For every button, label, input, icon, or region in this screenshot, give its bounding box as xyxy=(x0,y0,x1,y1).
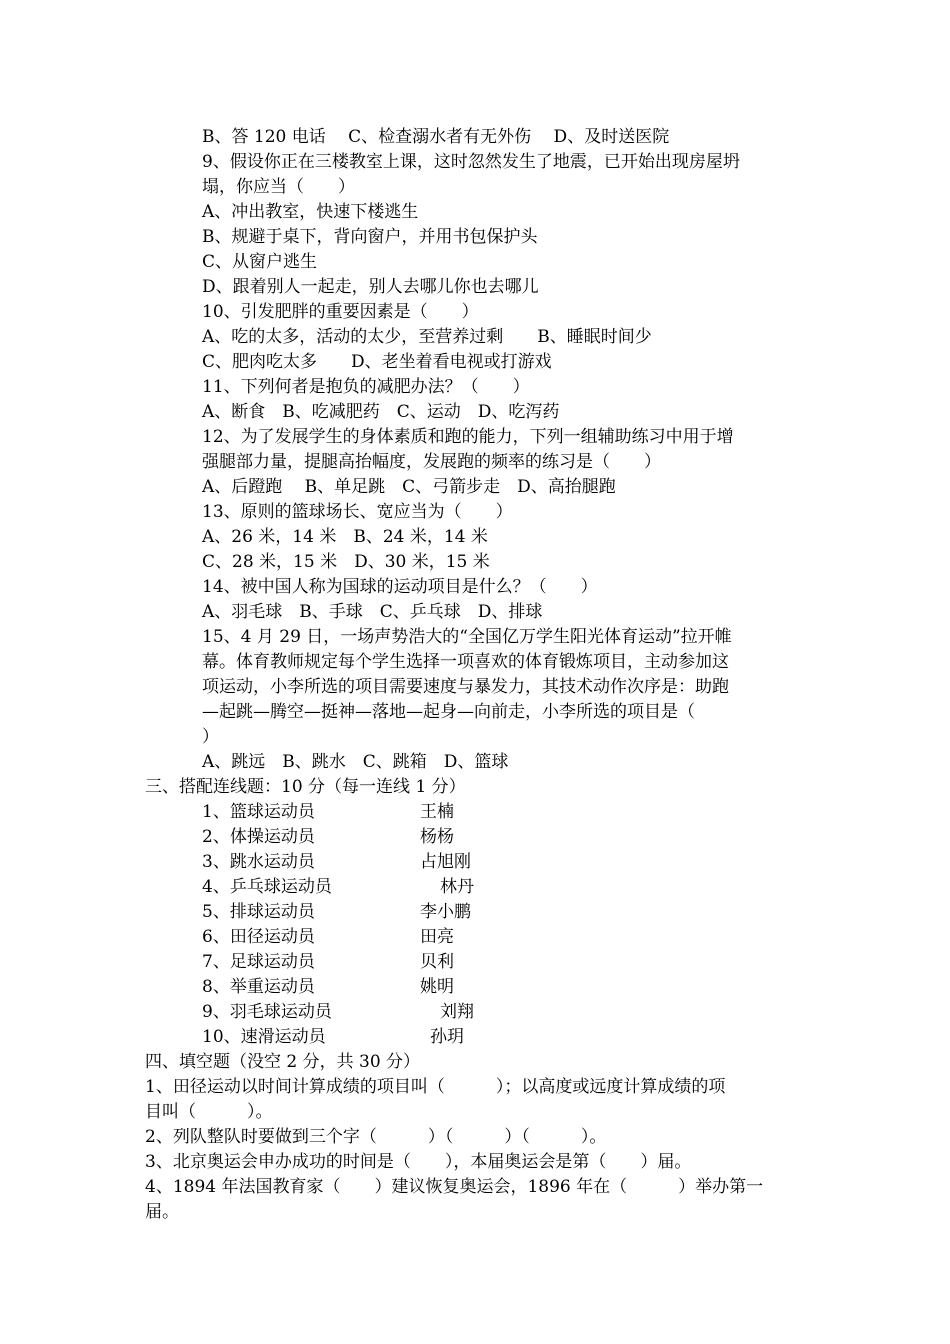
match-right-item: 占旭刚 xyxy=(420,852,471,872)
match-left-item: 5、排球运动员 xyxy=(202,902,315,922)
match-left-item: 9、羽毛球运动员 xyxy=(202,1002,332,1022)
option-line: A、26 米，14 米 B、24 米，14 米 xyxy=(202,527,488,547)
option-line: C、从窗户逃生 xyxy=(202,252,318,272)
question-15-cont: ） xyxy=(202,727,219,747)
question-12: 12、为了发展学生的身体素质和跑的能力，下列一组辅助练习中用于增 xyxy=(202,427,734,447)
option-line: A、断食 B、吃减肥药 C、运动 D、吃泻药 xyxy=(202,402,560,422)
option-line: A、后蹬跑 B、单足跳 C、弓箭步走 D、高抬腿跑 xyxy=(202,477,616,497)
match-left-item: 6、田径运动员 xyxy=(202,927,315,947)
question-15-cont: 幕。体育教师规定每个学生选择一项喜欢的体育锻炼项目，主动参加这 xyxy=(202,652,729,672)
fill-question-1-cont: 目叫（ ）。 xyxy=(145,1102,273,1122)
option-line: A、吃的太多，活动的太少，至营养过剩 B、睡眠时间少 xyxy=(202,327,652,347)
match-left-item: 3、跳水运动员 xyxy=(202,852,315,872)
fill-question-2: 2、列队整队时要做到三个字（ ）（ ）（ ）。 xyxy=(145,1127,607,1147)
match-right-item: 王楠 xyxy=(420,802,454,822)
fill-question-4: 4、1894 年法国教育家（ ）建议恢复奥运会，1896 年在（ ）举办第一 xyxy=(145,1177,764,1197)
match-right-item: 田亮 xyxy=(420,927,454,947)
match-left-item: 1、篮球运动员 xyxy=(202,802,315,822)
question-12-cont: 强腿部力量，提腿高抬幅度，发展跑的频率的练习是（ ） xyxy=(202,452,661,472)
match-left-item: 2、体操运动员 xyxy=(202,827,315,847)
question-15-cont: 项运动，小李所选的项目需要速度与暴发力，其技术动作次序是：助跑 xyxy=(202,677,729,697)
fill-question-4-cont: 届。 xyxy=(145,1202,179,1222)
option-line: A、冲出教室，快速下楼逃生 xyxy=(202,202,419,222)
match-left-item: 7、足球运动员 xyxy=(202,952,315,972)
match-right-item: 刘翔 xyxy=(440,1002,474,1022)
match-right-item: 李小鹏 xyxy=(420,902,471,922)
match-right-item: 孙玥 xyxy=(430,1027,464,1047)
question-13: 13、原则的篮球场长、宽应当为（ ） xyxy=(202,502,513,522)
fill-question-3: 3、北京奥运会申办成功的时间是（ ），本届奥运会是第（ ）届。 xyxy=(145,1152,692,1172)
section-4-title: 四、填空题（没空 2 分，共 30 分） xyxy=(145,1052,421,1072)
option-line: B、规避于桌下，背向窗户，并用书包保护头 xyxy=(202,227,538,247)
question-10: 10、引发肥胖的重要因素是（ ） xyxy=(202,302,479,322)
option-line: A、跳远 B、跳水 C、跳箱 D、篮球 xyxy=(202,752,509,772)
option-line: C、28 米，15 米 D、30 米，15 米 xyxy=(202,552,490,572)
match-left-item: 10、速滑运动员 xyxy=(202,1027,326,1047)
match-right-item: 林丹 xyxy=(440,877,474,897)
question-15: 15、4 月 29 日，一场声势浩大的“全国亿万学生阳光体育运动”拉开帷 xyxy=(202,627,732,647)
option-line: D、跟着别人一起走，别人去哪儿你也去哪儿 xyxy=(202,277,539,297)
match-right-item: 贝利 xyxy=(420,952,454,972)
option-line: B、答 120 电话 C、检查溺水者有无外伤 D、及时送医院 xyxy=(202,127,670,147)
match-left-item: 8、举重运动员 xyxy=(202,977,315,997)
question-14: 14、被中国人称为国球的运动项目是什么？（ ） xyxy=(202,577,598,597)
question-15-cont: —起跳—腾空—挺神—落地—起身—向前走，小李所选的项目是（ xyxy=(202,702,695,722)
option-line: A、羽毛球 B、手球 C、乒乓球 D、排球 xyxy=(202,602,543,622)
match-left-item: 4、乒乓球运动员 xyxy=(202,877,332,897)
section-3-title: 三、搭配连线题：10 分（每一连线 1 分） xyxy=(145,777,466,797)
match-right-item: 姚明 xyxy=(420,977,454,997)
question-11: 11、下列何者是抱负的减肥办法？（ ） xyxy=(202,377,530,397)
question-9-cont: 塌，你应当（ ） xyxy=(202,177,355,197)
option-line: C、肥肉吃太多 D、老坐着看电视或打游戏 xyxy=(202,352,552,372)
question-9: 9、假设你正在三楼教室上课，这时忽然发生了地震，已开始出现房屋坍 xyxy=(202,152,740,172)
match-right-item: 杨杨 xyxy=(420,827,454,847)
fill-question-1: 1、田径运动以时间计算成绩的项目叫（ ）；以高度或远度计算成绩的项 xyxy=(145,1077,726,1097)
